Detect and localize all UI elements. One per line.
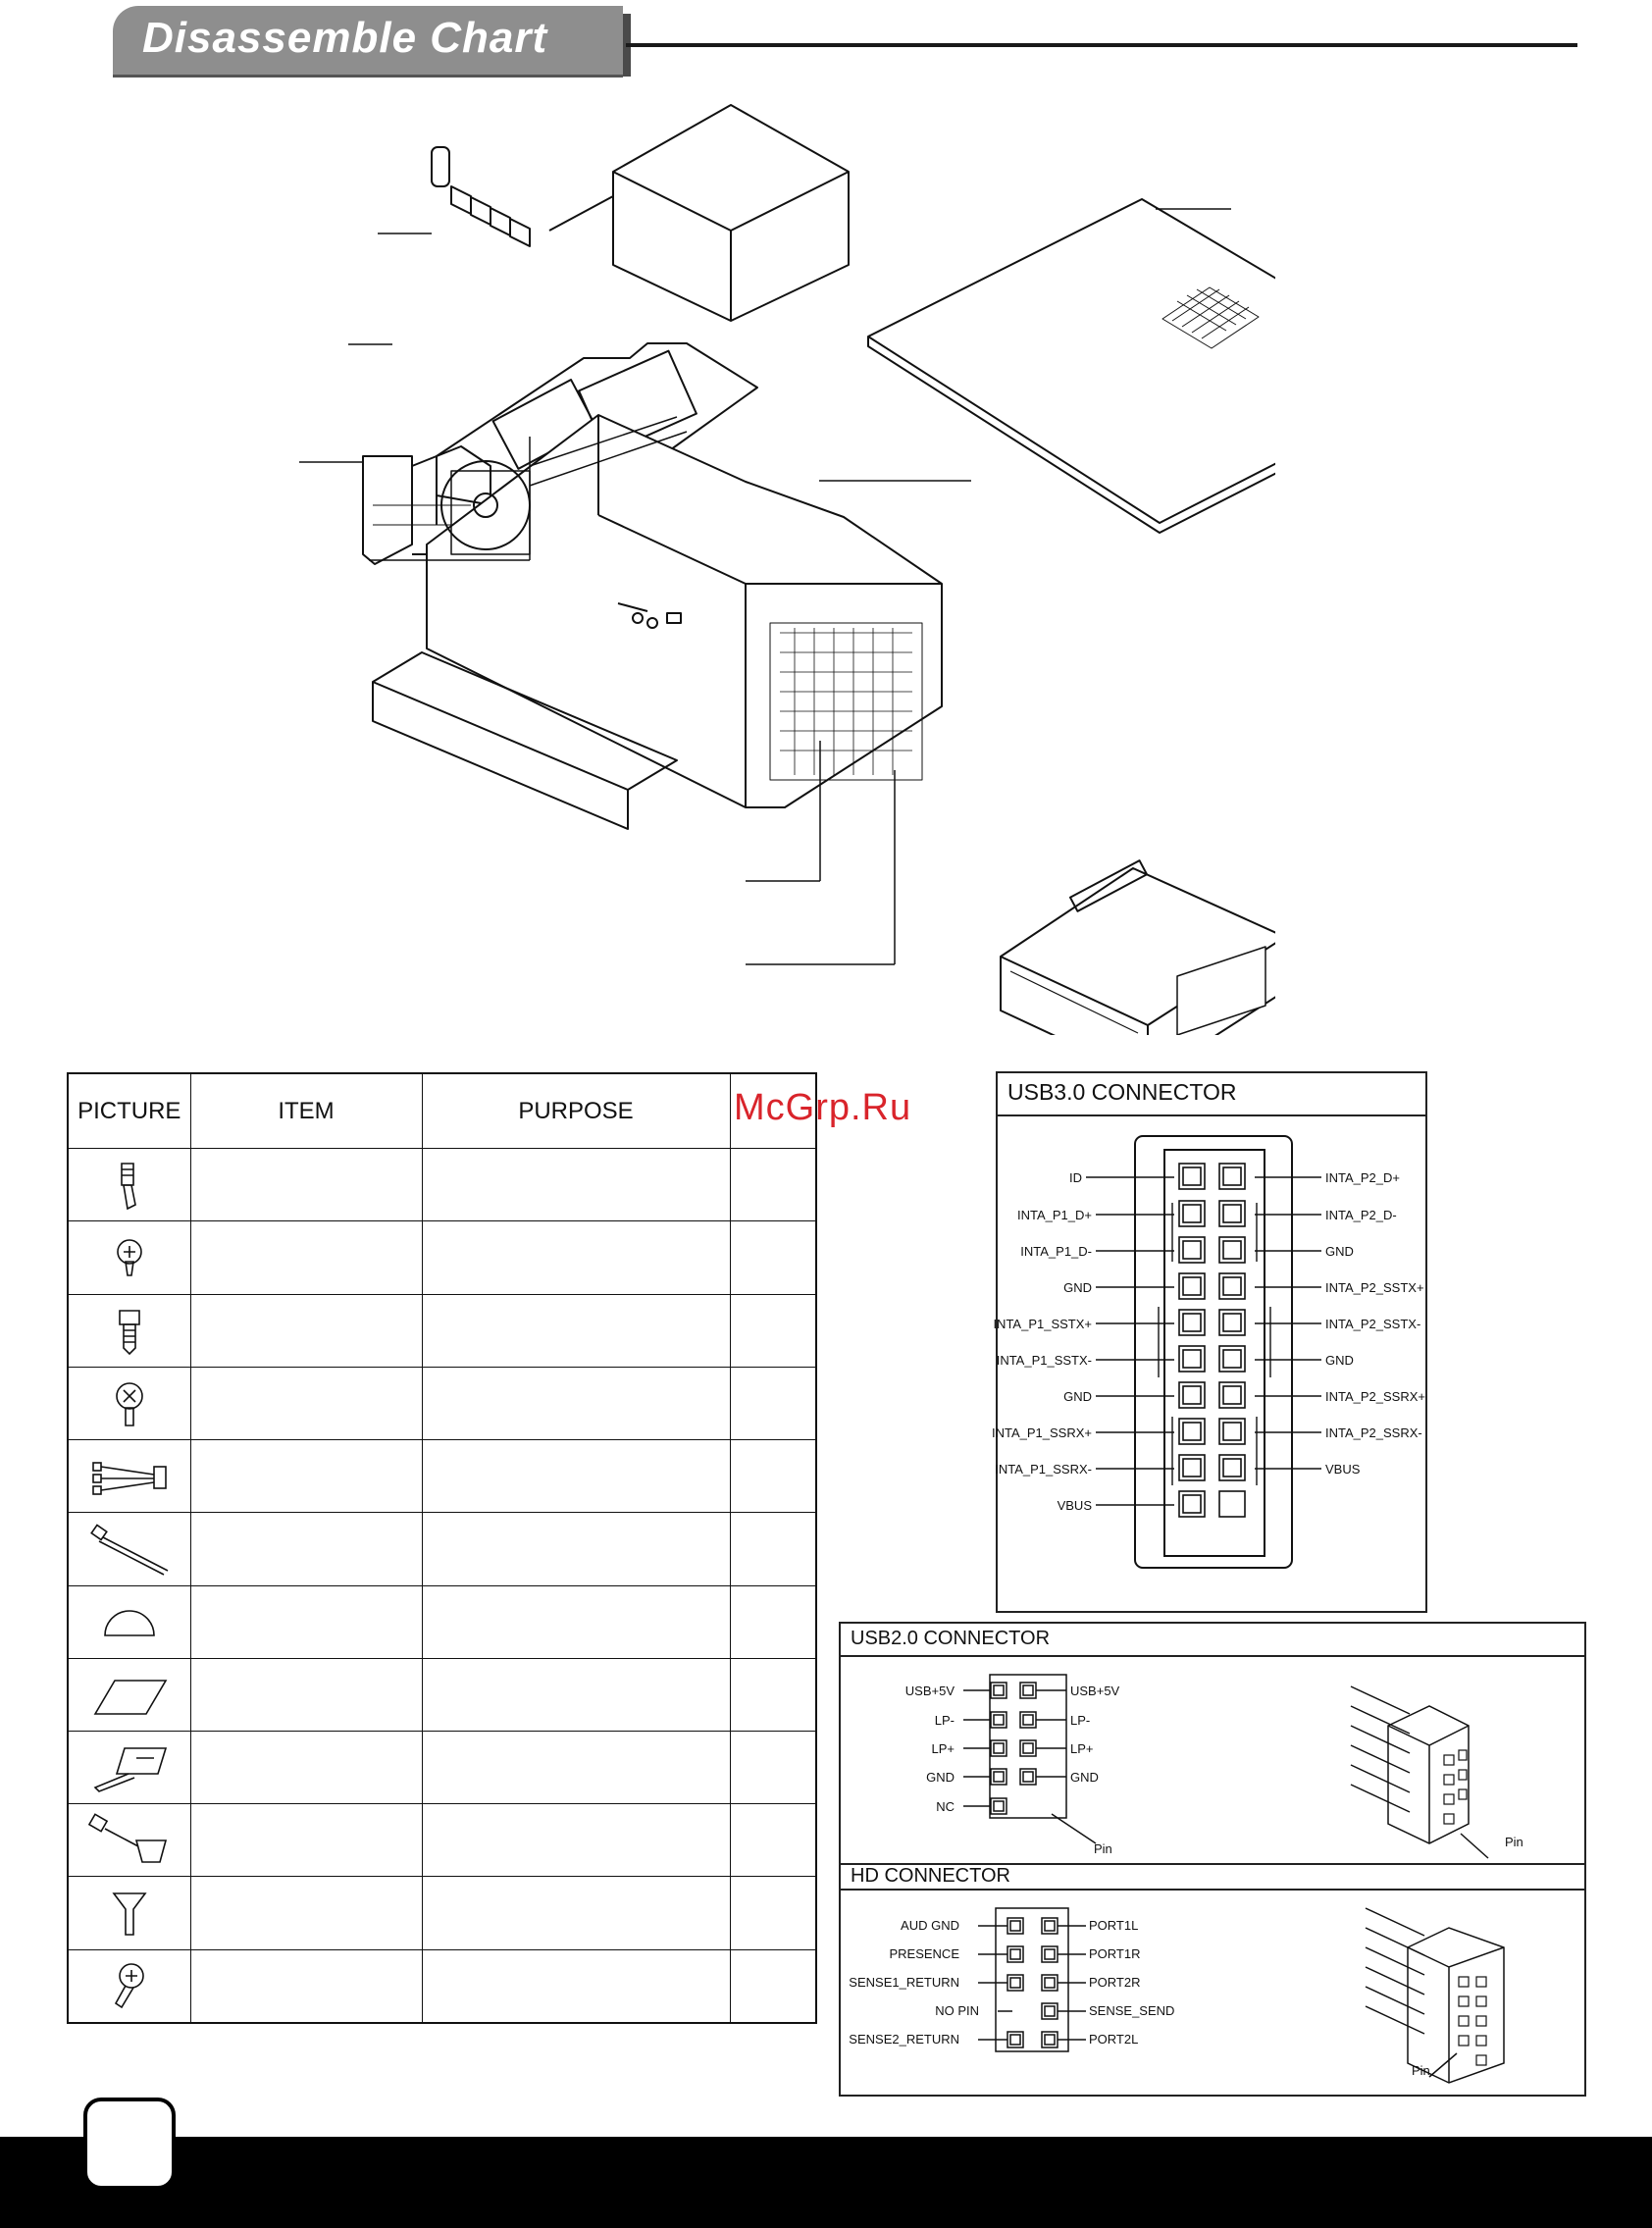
usb3-right-pin: INTA_P2_SSRX-: [1325, 1425, 1422, 1440]
usb2-left-pin: NC: [936, 1799, 955, 1814]
usb3-left-pin: INTA_P1_SSTX+: [993, 1317, 1092, 1331]
usb3-right-pin: INTA_P2_SSRX+: [1325, 1389, 1426, 1404]
usb3-right-pin: VBUS: [1325, 1462, 1361, 1477]
table-row: [68, 1732, 816, 1804]
hd-right-pin: PORT2R: [1089, 1975, 1141, 1990]
thumb-screw-icon: [100, 1956, 159, 2015]
page-number-tab: [83, 2098, 176, 2190]
usb3-left-pin: INTA_P1_D-: [1020, 1244, 1092, 1259]
usb3-left-pin: ID: [1069, 1170, 1082, 1185]
usb2-title: USB2.0 CONNECTOR: [851, 1628, 1051, 1649]
usb3-right-pin: GND: [1325, 1353, 1354, 1368]
usb3-left-pin: INTA_P1_SSRX+: [991, 1425, 1092, 1440]
usb2-pin-callout: Pin: [1094, 1841, 1112, 1856]
table-row: [68, 1149, 816, 1221]
table-row: [68, 1658, 816, 1731]
usb3-left-pin: GND: [1063, 1389, 1092, 1404]
usb2-left-pin: USB+5V: [904, 1684, 955, 1698]
usb3-right-pin: GND: [1325, 1244, 1354, 1259]
usb2-right-pin: USB+5V: [1070, 1684, 1120, 1698]
hd-right-pin: PORT2L: [1089, 2032, 1139, 2047]
usb2-left-pin: LP-: [934, 1713, 955, 1728]
table-row: [68, 1440, 816, 1513]
usb2-right-pin: LP-: [1070, 1713, 1091, 1728]
usb2-left-pin: LP+: [931, 1741, 955, 1756]
usb3-left-pin: INTA_P1_SSRX-: [995, 1462, 1092, 1477]
watermark: McGrp.Ru: [734, 1087, 912, 1128]
col-purpose: PURPOSE: [422, 1073, 730, 1149]
usb2-left-pin: GND: [926, 1770, 955, 1785]
usb2-right-pin: GND: [1070, 1770, 1099, 1785]
usb3-right-pin: INTA_P2_SSTX-: [1325, 1317, 1421, 1331]
table-row: [68, 1585, 816, 1658]
col-item: ITEM: [190, 1073, 422, 1149]
standoff-icon: [100, 1156, 159, 1215]
parts-table: [67, 1072, 817, 2024]
usb3-left-pin: INTA_P1_SSTX-: [996, 1353, 1092, 1368]
title-rule: [626, 43, 1577, 47]
table-row: [68, 1367, 816, 1439]
power-cable-adapter-icon: [85, 1447, 174, 1506]
hex-screw-icon: [100, 1301, 159, 1360]
table-row: [68, 1804, 816, 1877]
hd-title: HD CONNECTOR: [851, 1865, 1010, 1887]
hd-right-pin: PORT1R: [1089, 1946, 1141, 1961]
hd-left-pin: SENSE1_RETURN: [849, 1975, 959, 1990]
usb2-right-pin: LP+: [1070, 1741, 1094, 1756]
phillips-screw-icon: [100, 1374, 159, 1433]
sata-cable-icon: [85, 1811, 174, 1870]
usb2-header-pin-callout: Pin: [1505, 1835, 1523, 1849]
top-cover-icon: [868, 199, 1275, 533]
hd-right-pin: PORT1L: [1089, 1918, 1139, 1933]
hd-left-pin: SENSE2_RETURN: [849, 2032, 959, 2047]
hd-header-pin-callout: Pin: [1412, 2063, 1430, 2078]
bracket-icon: [85, 1738, 174, 1797]
cable-tie-icon: [85, 1520, 174, 1579]
usb3-right-pin: INTA_P2_D+: [1325, 1170, 1400, 1185]
thermal-pad-icon: [85, 1665, 174, 1724]
table-row: [68, 1294, 816, 1367]
table-header-row: [68, 1073, 816, 1149]
hd-left-pin: NO PIN: [935, 2003, 979, 2018]
hd-left-pin: PRESENCE: [889, 1946, 959, 1961]
usb3-left-pin: INTA_P1_D+: [1017, 1208, 1092, 1222]
usb3-connector-box: [991, 1071, 1427, 1613]
table-row: [68, 1221, 816, 1294]
hd-right-pin: SENSE_SEND: [1089, 2003, 1175, 2018]
usb3-right-pin: INTA_P2_D-: [1325, 1208, 1397, 1222]
rubber-foot-icon: [95, 1592, 164, 1651]
table-row: [68, 1513, 816, 1585]
exploded-diagram: [235, 93, 1275, 1035]
usb2-hd-connector-box: [839, 1622, 1586, 2097]
flat-screw-icon: [100, 1228, 159, 1287]
usb3-right-pin: INTA_P2_SSTX+: [1325, 1280, 1424, 1295]
table-row: [68, 1877, 816, 1949]
page-title: Disassemble Chart: [142, 14, 548, 62]
hd-left-pin: AUD GND: [901, 1918, 959, 1933]
optical-drive-icon: [1001, 860, 1275, 1035]
power-supply-icon: [432, 105, 849, 321]
table-row: [68, 1949, 816, 2023]
col-picture: PICTURE: [68, 1073, 190, 1149]
usb3-left-pin: VBUS: [1057, 1498, 1092, 1513]
usb3-title: USB3.0 CONNECTOR: [1007, 1079, 1237, 1105]
funnel-icon: [100, 1884, 159, 1943]
usb3-left-pin: GND: [1063, 1280, 1092, 1295]
footer-bar: [0, 2137, 1652, 2228]
